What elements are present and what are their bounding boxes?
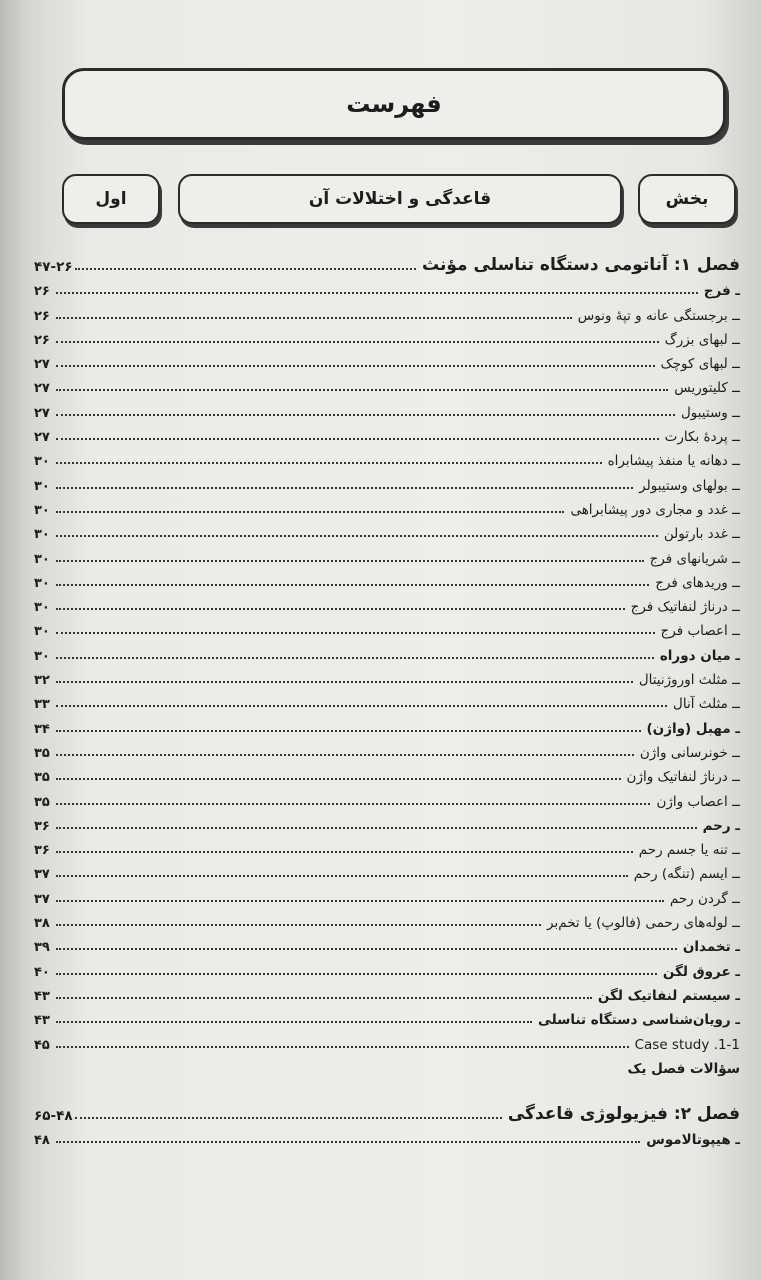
toc-entry[interactable] (34, 1028, 740, 1052)
toc-entry[interactable] (34, 567, 740, 591)
toc-entry[interactable] (34, 980, 740, 1004)
leader-dots (56, 1141, 640, 1143)
toc-entry-label: ــ پردهٔ بکارت (664, 429, 740, 446)
toc-entry-label: ـ سیستم لنفاتیک لگن (597, 987, 740, 1004)
toc-entry-label: ـ تخمدان (682, 939, 740, 956)
toc-entry[interactable] (34, 372, 740, 396)
toc-entry[interactable] (34, 248, 740, 275)
toc-entry-page: ۳۶ (34, 818, 50, 834)
toc-entry[interactable] (34, 712, 740, 736)
toc-entry-page: ۴۰ (34, 964, 50, 980)
toc-entry-label: ــ بولهای وستیبولر (639, 477, 740, 494)
toc-entry-label: ـ فرج (703, 283, 740, 300)
toc-entry[interactable] (34, 664, 740, 688)
toc-entry-page: ۳۰ (34, 600, 50, 616)
toc-title-box (62, 68, 726, 140)
leader-dots (56, 875, 628, 877)
leader-dots (56, 705, 667, 707)
toc-entry-page: ۲۷ (34, 357, 50, 373)
toc-entry-label: ــ شریانهای فرج (649, 550, 740, 567)
toc-entry[interactable] (34, 1097, 740, 1124)
toc-entry-page: ۶۵-۴۸ (34, 1107, 73, 1124)
toc-entry-label: ــ لبهای کوچک (660, 356, 740, 373)
leader-dots (56, 1046, 629, 1048)
leader-dots (56, 973, 657, 975)
leader-dots (56, 365, 655, 367)
toc-entry-label: ــ دهانه یا منفذ پیشابراه (607, 453, 740, 470)
toc-entry[interactable] (34, 469, 740, 493)
toc-entry[interactable] (34, 591, 740, 615)
leader-dots (56, 657, 654, 659)
toc-entry-page: ۴۸ (34, 1133, 50, 1149)
toc-entry[interactable] (34, 299, 740, 323)
toc-entry-page: ۳۶ (34, 843, 50, 859)
toc-entry-page: ۳۸ (34, 916, 50, 932)
toc-entry[interactable] (34, 1124, 740, 1148)
toc-entry-label: ــ لبهای بزرگ (664, 331, 740, 348)
toc-entry[interactable] (34, 324, 740, 348)
toc-entry-page: ۳۵ (34, 745, 50, 761)
toc-entry-page: ۳۰ (34, 527, 50, 543)
toc-entry[interactable] (34, 882, 740, 906)
toc-entry-label: ــ برجستگی عانه و تپهٔ ونوس (577, 307, 740, 324)
part-number-box (62, 174, 160, 224)
toc-entry-page: ۲۶ (34, 332, 50, 348)
toc-entry[interactable] (34, 518, 740, 542)
toc-entry[interactable] (34, 907, 740, 931)
toc-entry-page: ۳۰ (34, 624, 50, 640)
toc-entry-page: ۳۰ (34, 502, 50, 518)
toc-entry-label: ــ مثلث آنال (673, 696, 740, 713)
toc-entry[interactable] (34, 542, 740, 566)
leader-dots (56, 584, 649, 586)
toc-entry-label: ــ کلیتوریس (674, 380, 740, 397)
leader-dots (56, 730, 641, 732)
part-label-box (638, 174, 736, 224)
toc-entry-label: ـ رویان‌شناسی دستگاه تناسلی (537, 1012, 740, 1029)
toc-entry[interactable] (34, 931, 740, 955)
toc-entry-page: ۴۷-۲۶ (34, 259, 73, 275)
toc-entry[interactable] (34, 348, 740, 372)
toc-entry[interactable] (34, 1004, 740, 1028)
toc-entry[interactable] (34, 396, 740, 420)
part-number: اول (95, 189, 127, 209)
toc-entry-page: ۳۷ (34, 867, 50, 883)
leader-dots (56, 803, 650, 805)
leader-dots (56, 1021, 532, 1023)
leader-dots (56, 560, 644, 562)
leader-dots (56, 462, 602, 464)
toc-entry-page: ۲۷ (34, 430, 50, 446)
toc-entry[interactable] (34, 810, 740, 834)
toc-entry-label: Case study .1-1 (634, 1036, 740, 1053)
toc-entry-label: سؤالات فصل یک (627, 1060, 740, 1077)
toc-entry-label: ــ وستیبول (680, 404, 740, 421)
leader-dots (56, 317, 572, 319)
table-of-contents (34, 248, 740, 1148)
toc-entry-page: ۲۶ (34, 284, 50, 300)
toc-entry[interactable] (34, 421, 740, 445)
toc-entry-page: ۳۰ (34, 454, 50, 470)
toc-entry[interactable] (34, 615, 740, 639)
toc-entry-page: ۳۴ (34, 721, 50, 737)
leader-dots (56, 924, 541, 926)
leader-dots (56, 487, 633, 489)
toc-entry-label: ـ هیپوتالاموس (646, 1132, 740, 1149)
leader-dots (56, 900, 664, 902)
toc-entry-label: ـ مهبل (واژن) (646, 720, 740, 737)
toc-entry-page: ۴۳ (34, 988, 50, 1004)
toc-entry-label: ـ رحم (702, 817, 740, 834)
leader-dots (56, 827, 697, 829)
toc-entry-page: ۳۲ (34, 673, 50, 689)
leader-dots (56, 997, 592, 999)
toc-entry-page: ۳۰ (34, 648, 50, 664)
toc-entry-label: ــ گردن رحم (669, 890, 740, 907)
toc-entry-page: ۳۹ (34, 940, 50, 956)
leader-dots (56, 341, 659, 343)
toc-entry-page: ۳۰ (34, 575, 50, 591)
leader-dots (56, 438, 659, 440)
toc-entry-page: ۳۷ (34, 891, 50, 907)
toc-entry-page: ۳۳ (34, 697, 50, 713)
toc-entry-label: ـ میان دوراه (659, 647, 740, 664)
toc-entry-label: فصل ۱: آناتومی دستگاه تناسلی مؤنث (421, 255, 740, 275)
page-title: فهرست (346, 90, 442, 118)
toc-entry-label: ــ مثلث اوروژنیتال (638, 672, 740, 689)
toc-entry[interactable] (34, 834, 740, 858)
part-label: بخش (665, 189, 709, 209)
leader-dots (56, 608, 625, 610)
leader-dots (56, 681, 633, 683)
leader-dots (56, 632, 655, 634)
leader-dots (56, 851, 633, 853)
toc-entry[interactable] (34, 761, 740, 785)
leader-dots (56, 754, 634, 756)
toc-entry-page: ۲۶ (34, 308, 50, 324)
leader-dots (56, 389, 668, 391)
leader-dots (75, 268, 416, 270)
toc-entry-page: ۲۷ (34, 405, 50, 421)
leader-dots (75, 1117, 502, 1119)
part-title-box (178, 174, 622, 224)
toc-entry-page: ۴۳ (34, 1013, 50, 1029)
toc-entry-page: ۳۰ (34, 478, 50, 494)
toc-entry[interactable] (34, 639, 740, 663)
part-title: قاعدگی و اختلالات آن (308, 189, 492, 209)
toc-entry-label: ــ درناژ لنفاتیک فرج (630, 599, 740, 616)
toc-entry-label: ــ تنه یا جسم رحم (638, 842, 740, 859)
leader-dots (56, 778, 621, 780)
toc-entry-label: ــ ایسم (تنگه) رحم (633, 866, 740, 883)
toc-entry[interactable] (34, 858, 740, 882)
leader-dots (56, 948, 677, 950)
leader-dots (56, 535, 658, 537)
toc-entry[interactable] (34, 1053, 740, 1077)
toc-entry[interactable] (34, 494, 740, 518)
toc-entry[interactable] (34, 275, 740, 299)
toc-entry-label: ــ درناژ لنفاتیک واژن (626, 769, 740, 786)
toc-entry-page: ۲۷ (34, 381, 50, 397)
leader-dots (56, 511, 564, 513)
toc-entry[interactable] (34, 955, 740, 979)
toc-entry[interactable] (34, 688, 740, 712)
leader-dots (56, 414, 675, 416)
toc-entry-label: ــ لوله‌های رحمی (فالوپ) یا تخم‌بر (547, 915, 740, 932)
toc-entry-label: فصل ۲: فیزیولوژی قاعدگی (507, 1103, 740, 1124)
toc-entry[interactable] (34, 737, 740, 761)
toc-entry-label: ــ اعصاب واژن (656, 793, 740, 810)
toc-entry-label: ـ عروق لگن (662, 963, 740, 980)
toc-entry-page: ۳۵ (34, 794, 50, 810)
toc-entry-label: ــ خونرسانی واژن (639, 744, 740, 761)
toc-entry-page: ۴۵ (34, 1037, 50, 1053)
toc-entry-page: ۳۰ (34, 551, 50, 567)
toc-entry[interactable] (34, 445, 740, 469)
toc-entry-label: ــ اعصاب فرج (660, 623, 740, 640)
toc-entry-page: ۳۵ (34, 770, 50, 786)
toc-entry-label: ــ غدد و مجاری دور پیشابراهی (570, 501, 740, 518)
toc-entry-label: ــ غدد بارتولن (663, 526, 740, 543)
leader-dots (56, 292, 698, 294)
toc-entry[interactable] (34, 785, 740, 809)
toc-entry-label: ــ وریدهای فرج (655, 574, 740, 591)
